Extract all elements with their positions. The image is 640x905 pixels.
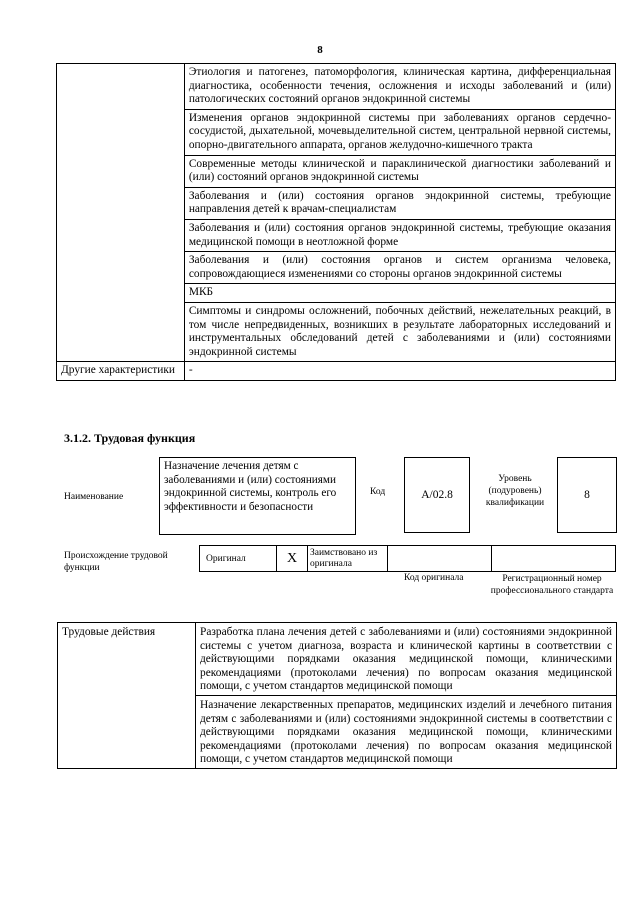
borrowed-cell: Заимствовано из оригинала xyxy=(308,546,388,572)
labor-actions-table xyxy=(57,622,617,769)
table-cell: Изменения органов эндокринной системы при заболеваниях органов сердечно-сосудистой, дыхательной, мочевыделительной систем, центральной нервной системы, опорно-двигательного аппарата, органов желудочно-кишечного тракта xyxy=(184,109,615,155)
code-label: Код xyxy=(370,487,386,497)
table-cell: Назначение лекарственных препаратов, медицинских изделий и лечебного питания детям с заболеваниями и (или) состояниями эндокринной системы в соответствии с действующими порядками оказания медицинской помощи, клиническими рекомендациями (протоколами лечения) по вопросам оказания медицинской помощи, с учетом стандартов медицинской помощи xyxy=(196,695,617,768)
code-original-cell xyxy=(388,546,492,572)
name-label: Наименование xyxy=(64,492,124,502)
table-row xyxy=(58,623,617,696)
table-cell: Заболевания и (или) состояния органов эндокринной системы, требующие направления детей к врачам-специалистам xyxy=(184,187,615,219)
reg-number-label: Регистрационный номер профессионального стандарта xyxy=(490,574,614,596)
table-cell: Разработка плана лечения детей с заболеваниями и (или) состояниями эндокринной системы с учетом диагноза, возраста и клинической картины в соответствии с действующими порядками оказания медицинской помощи, клиническими рекомендациями (протоколами лечения) по вопросам оказания медицинской помощи, с учетом стандартов медицинской помощи xyxy=(196,623,617,696)
qualification-level-box: 8 xyxy=(557,457,617,533)
other-characteristics-value: - xyxy=(184,362,615,381)
table-row xyxy=(57,362,616,381)
origin-label: Происхождение трудовой функции xyxy=(64,551,168,573)
table-cell: Этиология и патогенез, патоморфология, клиническая картина, дифференциальная диагностика, особенности течения, осложнения и исходы заболеваний и (или) патологических состояний органов эндокринной системы xyxy=(184,64,615,110)
labor-actions-label: Трудовые действия xyxy=(58,623,196,769)
table-cell: Заболевания и (или) состояния органов эндокринной системы, требующие оказания медицинской помощи в неотложной форме xyxy=(184,219,615,251)
section-heading: 3.1.2. Трудовая функция xyxy=(64,431,196,445)
level-label: Уровень (подуровень) квалификации xyxy=(485,474,545,508)
function-code-box: А/02.8 xyxy=(404,457,470,533)
original-cell: Оригинал xyxy=(200,546,277,572)
knowledge-table xyxy=(56,63,616,381)
original-mark: X xyxy=(277,546,308,572)
code-original-label: Код оригинала xyxy=(404,573,464,583)
origin-table xyxy=(199,545,616,572)
table-cell: Современные методы клинической и параклинической диагностики заболеваний и (или) состояний органов эндокринной системы xyxy=(184,155,615,187)
reg-number-cell xyxy=(492,546,616,572)
other-characteristics-label: Другие характеристики xyxy=(57,362,185,381)
table-row xyxy=(57,64,616,110)
table-cell: Заболевания и (или) состояния органов и систем организма человека, сопровождающиеся изменениями со стороны органов эндокринной системы xyxy=(184,252,615,284)
empty-label-cell xyxy=(57,64,185,362)
table-row xyxy=(200,546,616,572)
table-cell: МКБ xyxy=(184,284,615,303)
function-name-box: Назначение лечения детям с заболеваниями и (или) состояниями эндокринной системы, контроль его эффективности и безопасности xyxy=(159,457,356,535)
page-number: 8 xyxy=(317,44,323,56)
table-cell: Симптомы и синдромы осложнений, побочных действий, нежелательных реакций, в том числе непредвиденных, возникших в результате лабораторных исследований и инструментальных обследований детей с заболеваниями и (или) состояниями эндокринной системы xyxy=(184,302,615,361)
